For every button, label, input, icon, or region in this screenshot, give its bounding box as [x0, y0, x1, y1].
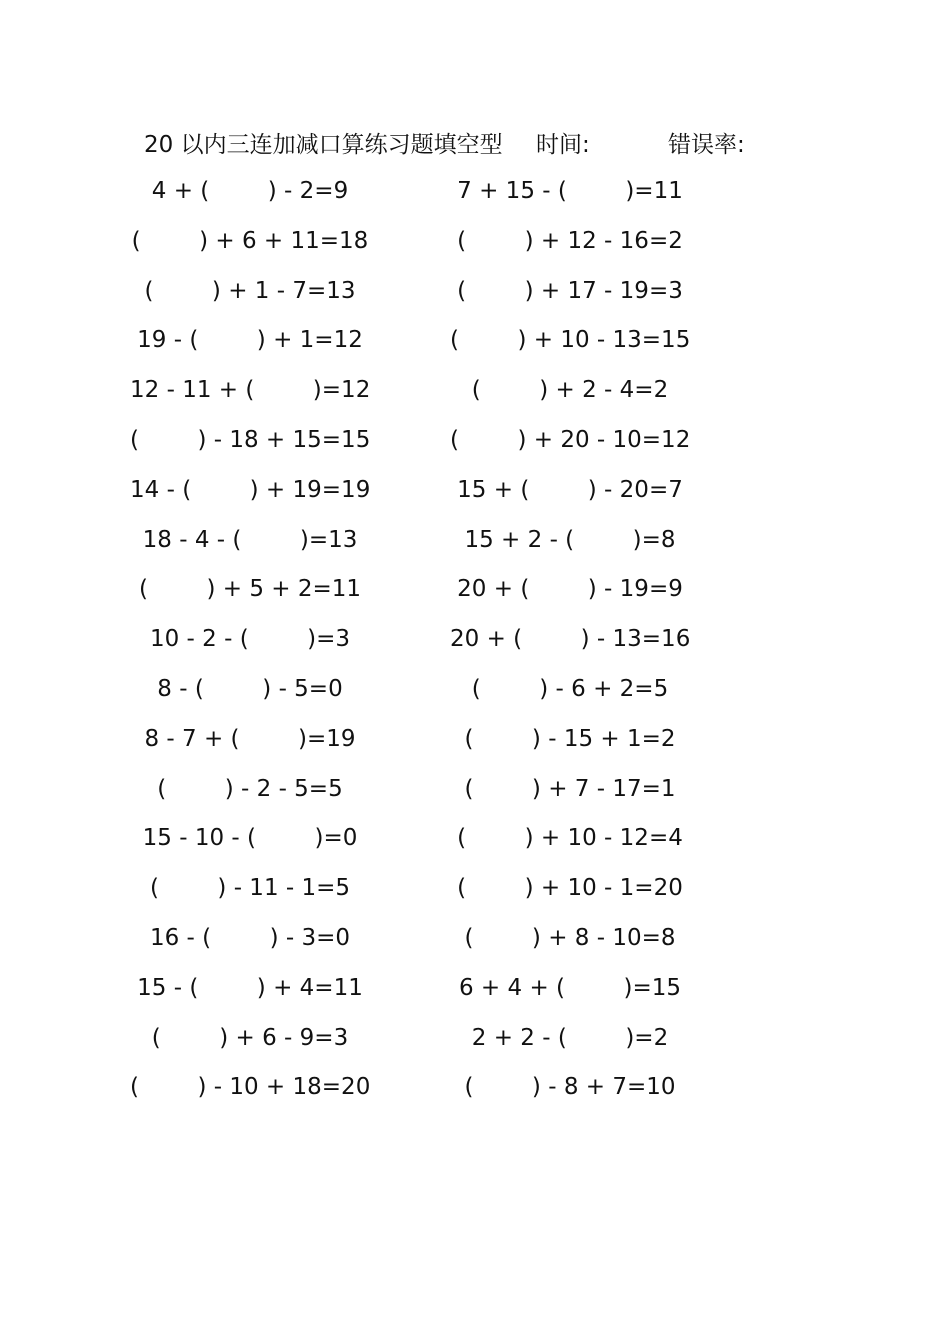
problem-right: ( ) + 10 - 1=20	[457, 875, 683, 902]
problem-row	[0, 372, 950, 422]
problem-row	[0, 571, 950, 621]
problem-row	[0, 820, 950, 870]
problem-row	[0, 522, 950, 572]
problem-left: ( ) - 2 - 5=5	[157, 775, 343, 802]
worksheet-header	[144, 126, 784, 160]
problem-row	[0, 721, 950, 771]
problem-right: ( ) + 20 - 10=12	[450, 426, 691, 453]
problem-right: 20 + ( ) - 13=16	[450, 626, 691, 653]
problem-right: ( ) + 7 - 17=1	[464, 775, 676, 802]
problem-row	[0, 322, 950, 372]
problem-right: ( ) + 17 - 19=3	[457, 277, 683, 304]
problem-left: 8 - ( ) - 5=0	[157, 675, 343, 702]
problem-right: 15 + 2 - ( )=8	[464, 526, 676, 553]
problem-left: 14 - ( ) + 19=19	[130, 476, 371, 503]
problem-left: ( ) - 11 - 1=5	[149, 875, 351, 902]
problem-left: 19 - ( ) + 1=12	[137, 327, 363, 354]
problem-row	[0, 223, 950, 273]
problem-left: 12 - 11 + ( )=12	[130, 377, 371, 404]
problem-right: ( ) - 8 + 7=10	[464, 1074, 676, 1101]
problem-right: ( ) - 6 + 2=5	[471, 675, 669, 702]
problem-left: 8 - 7 + ( )=19	[144, 725, 356, 752]
problem-list	[0, 173, 950, 1119]
problem-left: 10 - 2 - ( )=3	[149, 626, 351, 653]
problem-left: 15 - ( ) + 4=11	[137, 974, 363, 1001]
problem-row	[0, 273, 950, 323]
problem-row	[0, 472, 950, 522]
problem-left: 18 - 4 - ( )=13	[142, 526, 358, 553]
error-rate-label: 错误率:	[668, 132, 745, 158]
problem-row	[0, 671, 950, 721]
problem-right: ( ) + 10 - 13=15	[450, 327, 691, 354]
problem-left: 4 + ( ) - 2=9	[151, 178, 349, 204]
problem-left: ( ) + 6 - 9=3	[151, 1024, 349, 1051]
problem-left: ( ) + 6 + 11=18	[131, 227, 369, 254]
problem-left: 16 - ( ) - 3=0	[149, 924, 351, 951]
problem-row	[0, 1069, 950, 1119]
problem-left: 15 - 10 - ( )=0	[142, 825, 358, 852]
worksheet-title: 20 以内三连加减口算练习题填空型	[144, 132, 503, 158]
problem-left: ( ) - 18 + 15=15	[130, 426, 371, 453]
problem-right: 20 + ( ) - 19=9	[457, 576, 683, 603]
problem-right: 2 + 2 - ( )=2	[471, 1024, 669, 1051]
problem-row	[0, 621, 950, 671]
problem-right: 7 + 15 - ( )=11	[457, 178, 683, 204]
problem-right: 15 + ( ) - 20=7	[457, 476, 683, 503]
problem-right: ( ) - 15 + 1=2	[464, 725, 676, 752]
problem-right: ( ) + 2 - 4=2	[471, 377, 669, 404]
problem-left: ( ) - 10 + 18=20	[130, 1074, 371, 1101]
problem-row	[0, 771, 950, 821]
problem-row	[0, 173, 950, 223]
problem-row	[0, 422, 950, 472]
problem-row	[0, 920, 950, 970]
time-label: 时间:	[536, 132, 590, 158]
problem-left: ( ) + 5 + 2=11	[138, 576, 362, 603]
problem-right: ( ) + 8 - 10=8	[464, 924, 676, 951]
problem-row	[0, 1020, 950, 1070]
problem-right: ( ) + 10 - 12=4	[457, 825, 683, 852]
problem-row	[0, 970, 950, 1020]
problem-row	[0, 870, 950, 920]
problem-left: ( ) + 1 - 7=13	[144, 277, 356, 304]
problem-right: 6 + 4 + ( )=15	[458, 974, 682, 1001]
problem-right: ( ) + 12 - 16=2	[457, 227, 683, 254]
